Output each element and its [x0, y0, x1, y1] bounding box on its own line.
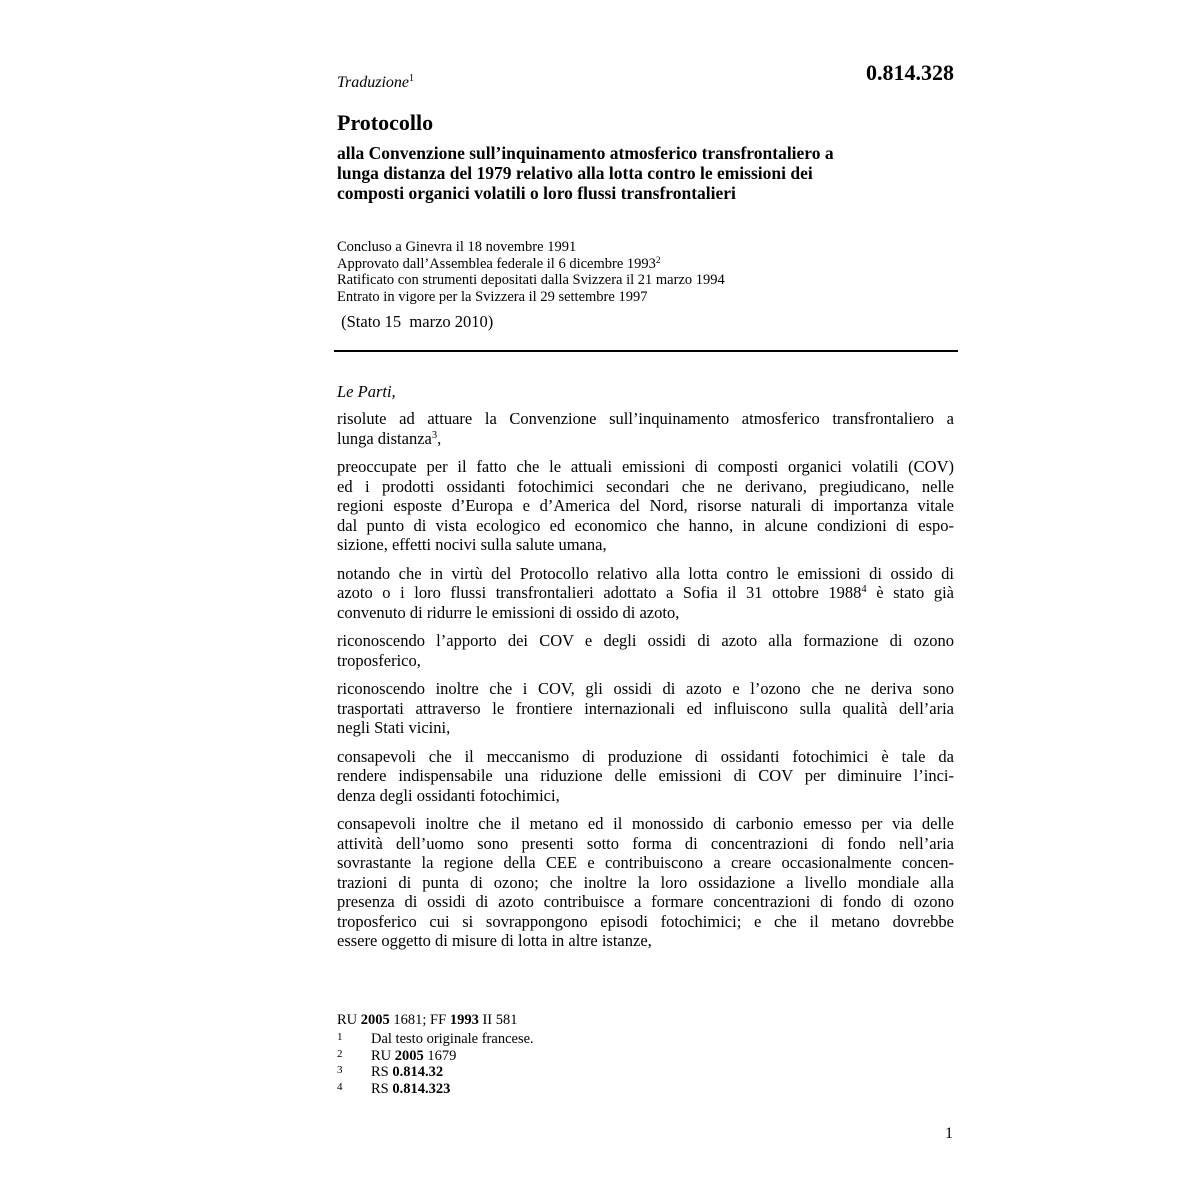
preamble-heading: Le Parti, — [337, 382, 396, 401]
preamble-paragraph: preoccupate per il fatto che le attuali emissioni di composti organici volatili (COV) ed i prodotti ossidanti fotochimici secondari che ne derivano, pregiudicano, nelle regioni esposte d’Europa e d’America del Nord, risorse naturali di importanza vitale dal punto di vista ecologico ed economico che hanno, in alcune condizioni di espo- sizione, effetti nocivi sulla salute umana, — [337, 457, 954, 554]
footnote-text: RU 2005 1679 — [371, 1047, 457, 1064]
footnote-ref: 1 — [409, 73, 415, 84]
footnote-ref: 3 — [431, 429, 438, 441]
footnote-number: 2 — [337, 1047, 343, 1060]
preamble-paragraph: consapevoli che il meccanismo di produzione di ossidanti fotochimici è tale da rendere indispensabile una riduzione delle emissioni di COV per diminuire l’inci- denza degli ossidanti fotochimici, — [337, 746, 954, 805]
footnote-text: RS 0.814.32 — [371, 1064, 444, 1080]
footnote — [337, 1031, 534, 1048]
preamble-body — [337, 409, 954, 960]
footnote-text: Dal testo originale francese. — [371, 1031, 534, 1047]
footnote-ref: 4 — [861, 584, 867, 595]
in-force-date: Entrato in vigore per la Svizzera il 29 settembre 1997 — [337, 288, 648, 305]
footnote-text: RS 0.814.323 — [371, 1080, 451, 1097]
horizontal-rule — [334, 350, 958, 352]
status-date: (Stato 15 marzo 2010) — [337, 312, 494, 331]
footnote — [337, 1064, 534, 1081]
footnote-ref: 2 — [655, 255, 661, 266]
footnotes — [337, 1031, 534, 1097]
sr-number: 0.814.328 — [866, 60, 954, 85]
footnote — [337, 1081, 534, 1098]
translation-label: Traduzione$^1$ — [337, 73, 415, 91]
preamble-paragraph: risolute ad attuare la Convenzione sull’inquinamento atmosferico transfrontaliero a lunga distanza$^3$, — [337, 409, 954, 448]
official-reference: RU 2005 1681; FF 1993 II 581 — [337, 1012, 518, 1028]
preamble-paragraph: riconoscendo l’apporto dei COV e degli ossidi di azoto alla formazione di ozono troposferico, — [337, 631, 954, 670]
subtitle-line: lunga distanza del 1979 relativo alla lotta contro le emissioni dei — [337, 163, 813, 183]
document-metadata — [337, 239, 725, 305]
subtitle-line: alla Convenzione sull’inquinamento atmosferico transfrontaliero a — [337, 143, 834, 163]
footnote — [337, 1048, 534, 1065]
footnote-number: 3 — [337, 1064, 343, 1076]
subtitle-line: composti organici volatili o loro flussi transfrontalieri — [337, 183, 736, 203]
footnote-number: 1 — [337, 1031, 343, 1043]
concluded-date: Concluso a Ginevra il 18 novembre 1991 — [337, 239, 577, 255]
preamble-paragraph: consapevoli inoltre che il metano ed il monossido di carbonio emesso per via delle attività dell’uomo sono presenti sotto forma di concentrazioni di fondo nell’aria sovrastante la regione della CEE e contribuiscono a creare occasionalmente concen- trazioni di punta di ozono; che inoltre la loro ossidazione a livello mondiale alla presenza di ossidi di azoto contribuisce a formare concentrazioni di fondo di ozono troposferico cui si sovrappongono episodi fotochimici; e che il metano dovrebbe essere oggetto di misure di lotta in altre istanze, — [337, 814, 954, 950]
footnote-number: 4 — [337, 1080, 343, 1093]
document-subtitle — [337, 143, 937, 203]
preamble-paragraph: notando che in virtù del Protocollo relativo alla lotta contro le emissioni di ossido di azoto o i loro flussi transfrontalieri adottato a Sofia il 31 ottobre 1988$^4$ è stato già convenuto di ridurre le emissioni di ossido di azoto, — [337, 563, 954, 622]
ratified-date: Ratificato con strumenti depositati dalla Svizzera il 21 marzo 1994 — [337, 272, 725, 288]
preamble-paragraph: riconoscendo inoltre che i COV, gli ossidi di azoto e l’ozono che ne deriva sono trasportati attraverso le frontiere internazionali ed influiscono sulla qualità dell’aria negli Stati vicini, — [337, 679, 954, 737]
document-title: Protocollo — [337, 110, 434, 135]
approved-date: Approvato dall’Assemblea federale il 6 dicembre 1993$^2$ — [337, 255, 661, 272]
page-number: 1 — [945, 1125, 953, 1142]
